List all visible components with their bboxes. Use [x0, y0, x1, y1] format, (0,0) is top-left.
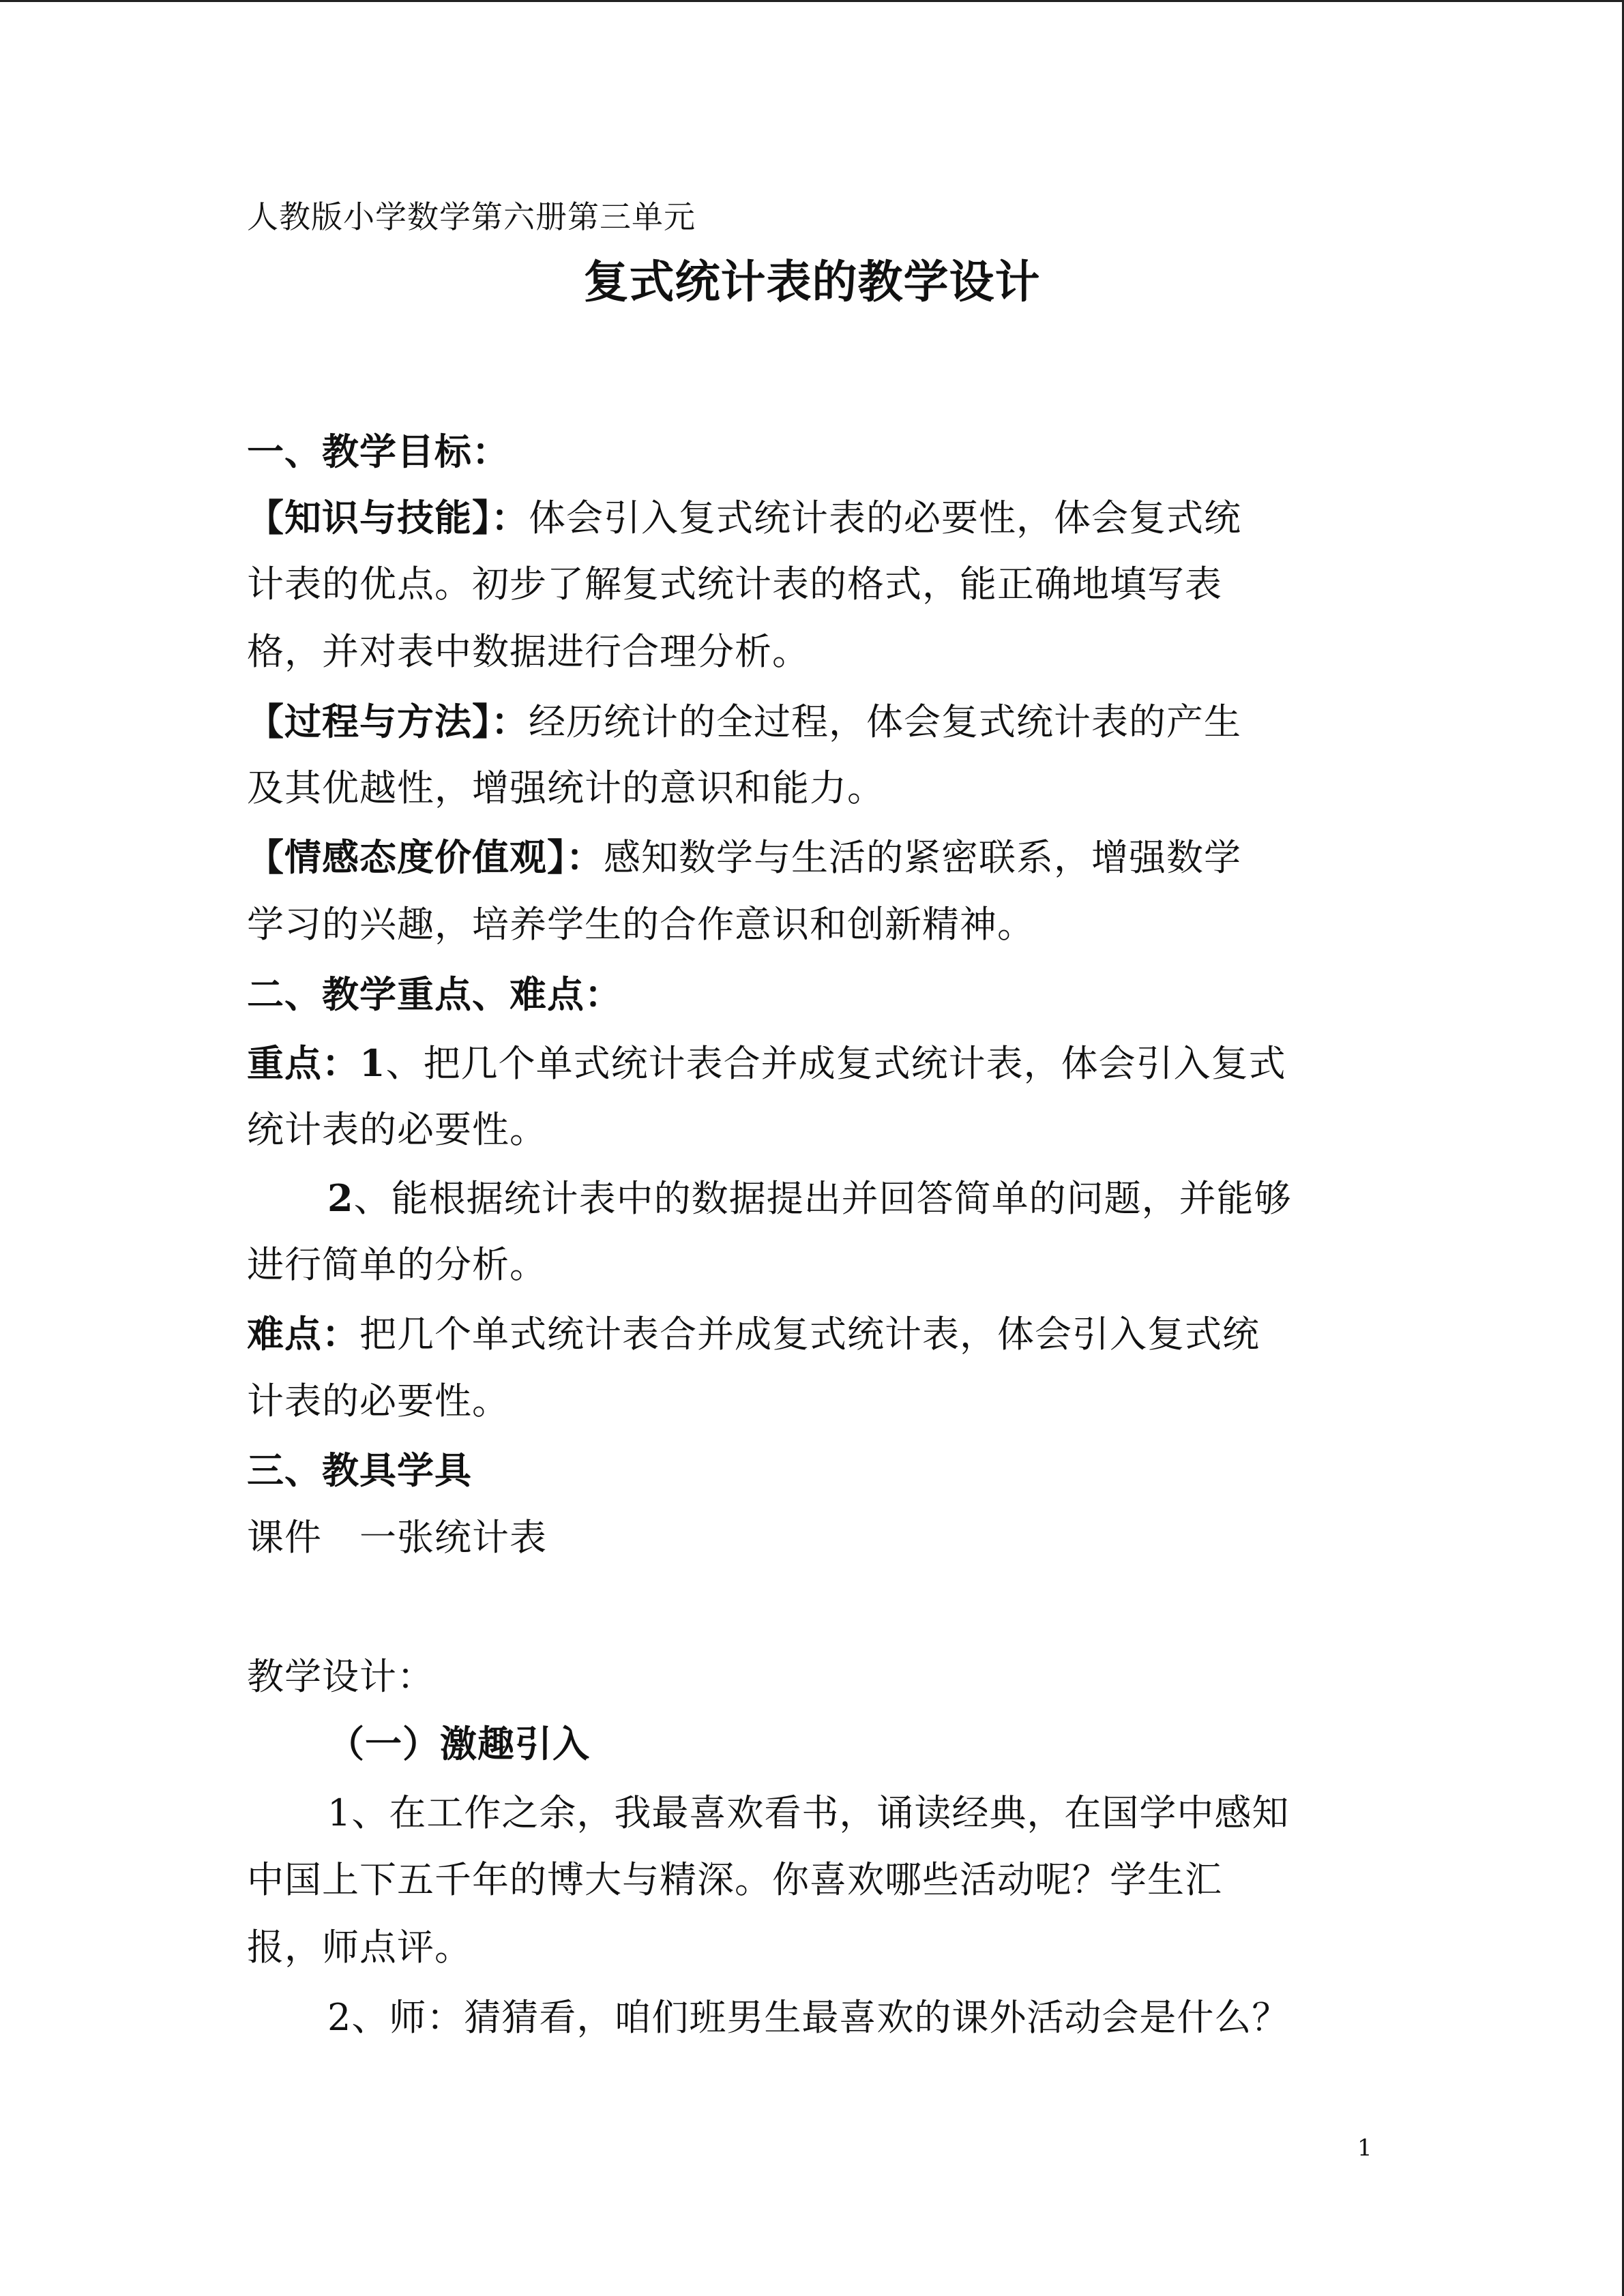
difficult-text-2: 计表的必要性。 [247, 1380, 510, 1422]
key2-text-1: 、能根据统计表中的数据提出并回答简单的问题，并能够 [353, 1177, 1292, 1220]
emotion-paragraph-line-1 [247, 833, 1241, 882]
page-number: 1 [1357, 2134, 1372, 2162]
p2-line-1: 2、师：猜猜看，咱们班男生最喜欢的课外活动会是什么？ [327, 1996, 1290, 2039]
p1-line-1: 1、在工作之余，我最喜欢看书，诵读经典，在国学中感知 [327, 1791, 1290, 1834]
header-text: 人教版小学数学第六册第三单元 [247, 198, 696, 235]
process-text-2: 及其优越性，增强统计的意识和能力。 [247, 766, 885, 809]
objectives-heading: 一、教学目标： [247, 430, 510, 473]
emotion-text-1: 感知数学与生活的紧密联系，增强数学 [604, 836, 1241, 879]
difficult-label: 难点： [247, 1312, 359, 1356]
knowledge-text-2: 计表的优点。初步了解复式统计表的格式，能正确地填写表 [247, 563, 1222, 606]
emotion-text-2: 学习的兴趣，培养学生的合作意识和创新精神。 [247, 903, 1035, 946]
knowledge-label: 【知识与技能】： [247, 496, 529, 539]
knowledge-text-3: 格，并对表中数据进行合理分析。 [247, 630, 810, 673]
key2-text-2: 进行简单的分析。 [247, 1243, 547, 1286]
emotion-label: 【情感态度价值观】： [247, 835, 604, 879]
key-text-2: 统计表的必要性。 [247, 1108, 547, 1151]
key-label: 重点：1 [247, 1041, 386, 1085]
page-title: 复式统计表的教学设计 [583, 255, 1041, 308]
part1-heading: （一）激趣引入 [327, 1722, 590, 1765]
difficult-text-1: 把几个单式统计表合并成复式统计表，体会引入复式统 [359, 1313, 1260, 1356]
tools-text: 课件 一张统计表 [247, 1516, 547, 1559]
key-paragraph-line-1 [247, 1039, 1286, 1088]
process-label: 【过程与方法】： [247, 700, 529, 743]
knowledge-text-1: 体会引入复式统计表的必要性，体会复式统 [529, 496, 1241, 539]
p1-line-3: 报，师点评。 [247, 1926, 472, 1969]
process-paragraph-line-1 [247, 698, 1241, 746]
keypoints-heading: 二、教学重点、难点： [247, 972, 622, 1016]
design-label: 教学设计： [247, 1655, 434, 1698]
p1-line-2: 中国上下五千年的博大与精深。你喜欢哪些活动呢？学生汇 [247, 1858, 1222, 1901]
process-text-1: 经历统计的全过程，体会复式统计表的产生 [529, 700, 1241, 743]
tools-heading: 三、教具学具 [247, 1448, 472, 1492]
difficult-paragraph-line-1 [247, 1310, 1260, 1358]
key2-paragraph-line-1 [327, 1174, 1292, 1223]
key2-number: 2 [327, 1176, 354, 1220]
knowledge-paragraph-line-1 [247, 494, 1241, 542]
key-text-1: 、把几个单式统计表合并成复式统计表，体会引入复式 [385, 1042, 1286, 1085]
